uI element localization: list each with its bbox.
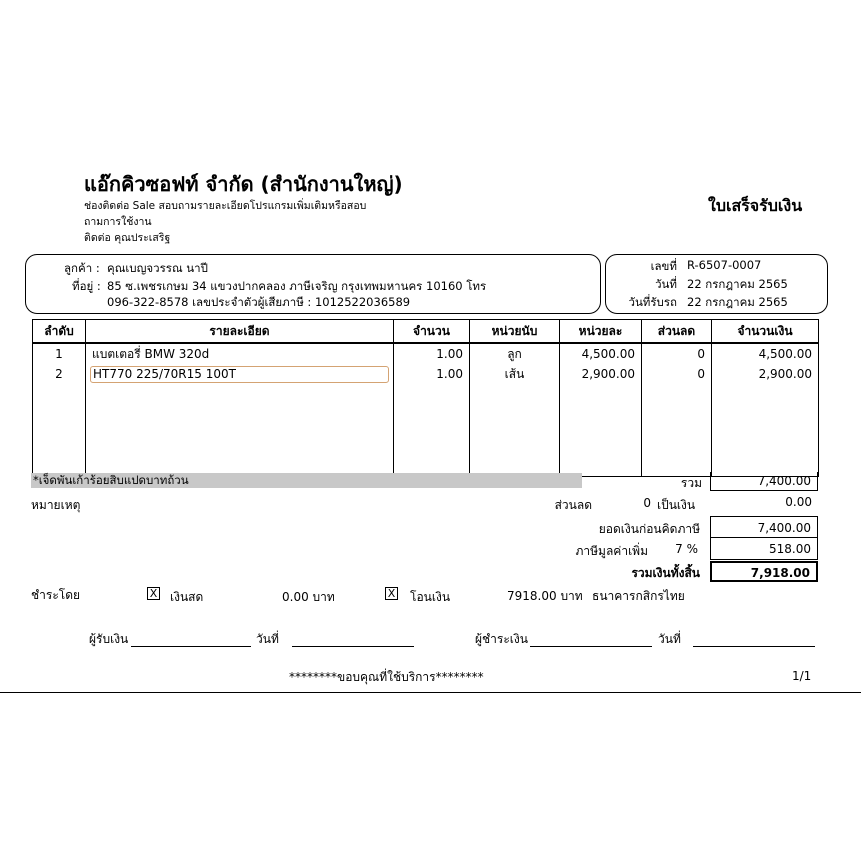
vat-label: ภาษีมูลค่าเพิ่ม xyxy=(575,544,648,558)
company-name: แอ๊กคิวซอฟท์ จำกัด (สำนักงานใหญ่) xyxy=(84,172,403,196)
grand-total-label: รวมเงินทั้งสิ้น xyxy=(631,566,700,580)
col-header-quantity: จำนวน xyxy=(394,320,470,344)
table-filler-row xyxy=(33,384,819,477)
col-header-unit-price: หน่วยละ xyxy=(560,320,642,344)
customer-phone-tax: 096-322-8578 เลขประจำตัวผู้เสียภาษี : 1012522036589 xyxy=(107,295,411,309)
customer-address: 85 ซ.เพชรเกษม 34 แขวงปากคลอง ภาษีเจริญ กรุงเทพมหานคร 10160 โทร xyxy=(107,279,487,293)
transfer-amount: 7918.00 บาท xyxy=(507,589,583,603)
payer-label: ผู้ชำระเงิน xyxy=(475,632,528,646)
col-header-unit: หน่วยนับ xyxy=(470,320,560,344)
vat-rate: 7 % xyxy=(675,542,698,556)
row-description: แบตเตอรี่ BMW 320d xyxy=(86,343,394,364)
row-amount: 2,900.00 xyxy=(712,364,819,384)
thank-you-text: ********ขอบคุณที่ใช้บริการ******** xyxy=(289,670,484,684)
payer-date-label: วันที่ xyxy=(658,632,681,646)
col-header-description: รายละเอียด xyxy=(86,320,394,344)
row-unit: ลูก xyxy=(470,343,560,364)
page-divider xyxy=(0,692,861,693)
payer-signature-line xyxy=(530,645,652,647)
discount-label: ส่วนลด xyxy=(554,498,592,512)
payment-label: ชำระโดย xyxy=(31,588,81,602)
row-no: 1 xyxy=(33,343,86,364)
doc-date-label: วันที่ xyxy=(655,277,677,291)
transfer-checkbox[interactable]: X xyxy=(385,587,398,600)
table-row xyxy=(33,364,819,384)
sum-value: 7,400.00 xyxy=(710,472,818,491)
discount-amount: 0.00 xyxy=(785,495,812,509)
receiver-signature-line xyxy=(131,645,251,647)
receiver-date-label: วันที่ xyxy=(256,632,279,646)
cash-label: เงินสด xyxy=(170,590,204,604)
payer-date-line xyxy=(693,645,815,647)
row-description-cell[interactable] xyxy=(86,364,394,384)
transfer-label: โอนเงิน xyxy=(410,590,451,604)
cash-checkbox[interactable]: X xyxy=(147,587,160,600)
row-quantity: 1.00 xyxy=(394,364,470,384)
receiver-date-line xyxy=(292,645,414,647)
row-description-editor[interactable]: HT770 225/70R15 100T xyxy=(90,366,389,383)
items-table xyxy=(32,319,819,477)
row-discount: 0 xyxy=(642,364,712,384)
sum-label: รวม xyxy=(680,476,702,490)
pre-vat-value: 7,400.00 xyxy=(710,516,818,538)
cash-amount: 0.00 บาท xyxy=(282,590,335,604)
customer-address-label: ที่อยู่ : xyxy=(72,279,101,293)
contact-line-2: ถามการใช้งาน xyxy=(84,216,152,228)
grand-total-value: 7,918.00 xyxy=(710,561,818,582)
table-row xyxy=(33,343,819,364)
vat-value: 518.00 xyxy=(710,538,818,560)
pre-vat-label: ยอดเงินก่อนคิดภาษี xyxy=(598,522,700,536)
row-discount: 0 xyxy=(642,343,712,364)
table-header-row xyxy=(33,320,819,344)
remark-label: หมายเหตุ xyxy=(31,498,81,512)
receive-date: 22 กรกฎาคม 2565 xyxy=(687,295,788,309)
col-header-amount: จำนวนเงิน xyxy=(712,320,819,344)
row-unit-price: 2,900.00 xyxy=(560,364,642,384)
row-quantity: 1.00 xyxy=(394,343,470,364)
doc-date: 22 กรกฎาคม 2565 xyxy=(687,277,788,291)
bank-name: ธนาคารกสิกรไทย xyxy=(592,589,685,603)
row-unit-price: 4,500.00 xyxy=(560,343,642,364)
contact-line-1: ช่องติดต่อ Sale สอบถามรายละเอียดโปรแกรมเพิ่มเติมหรือสอบ xyxy=(84,200,367,212)
row-unit: เส้น xyxy=(470,364,560,384)
discount-value: 0 xyxy=(643,496,651,510)
row-no: 2 xyxy=(33,364,86,384)
doc-number: R-6507-0007 xyxy=(687,258,762,272)
col-header-no: ลำดับ xyxy=(33,320,86,344)
document-title: ใบเสร็จรับเงิน xyxy=(708,196,803,215)
receive-date-label: วันที่รับรถ xyxy=(628,295,677,309)
row-amount: 4,500.00 xyxy=(712,343,819,364)
customer-name-label: ลูกค้า : xyxy=(64,261,100,275)
contact-line-3: ติดต่อ คุณประเสริฐ xyxy=(84,232,171,244)
discount-unit: เป็นเงิน xyxy=(657,498,696,512)
receiver-label: ผู้รับเงิน xyxy=(89,632,129,646)
doc-number-label: เลขที่ xyxy=(650,259,677,273)
customer-name: คุณเบญจวรรณ นาปี xyxy=(107,261,208,275)
page-number: 1/1 xyxy=(792,669,812,683)
amount-in-words: *เจ็ดพันเก้าร้อยสิบแปดบาทถ้วน xyxy=(31,473,582,488)
col-header-discount: ส่วนลด xyxy=(642,320,712,344)
